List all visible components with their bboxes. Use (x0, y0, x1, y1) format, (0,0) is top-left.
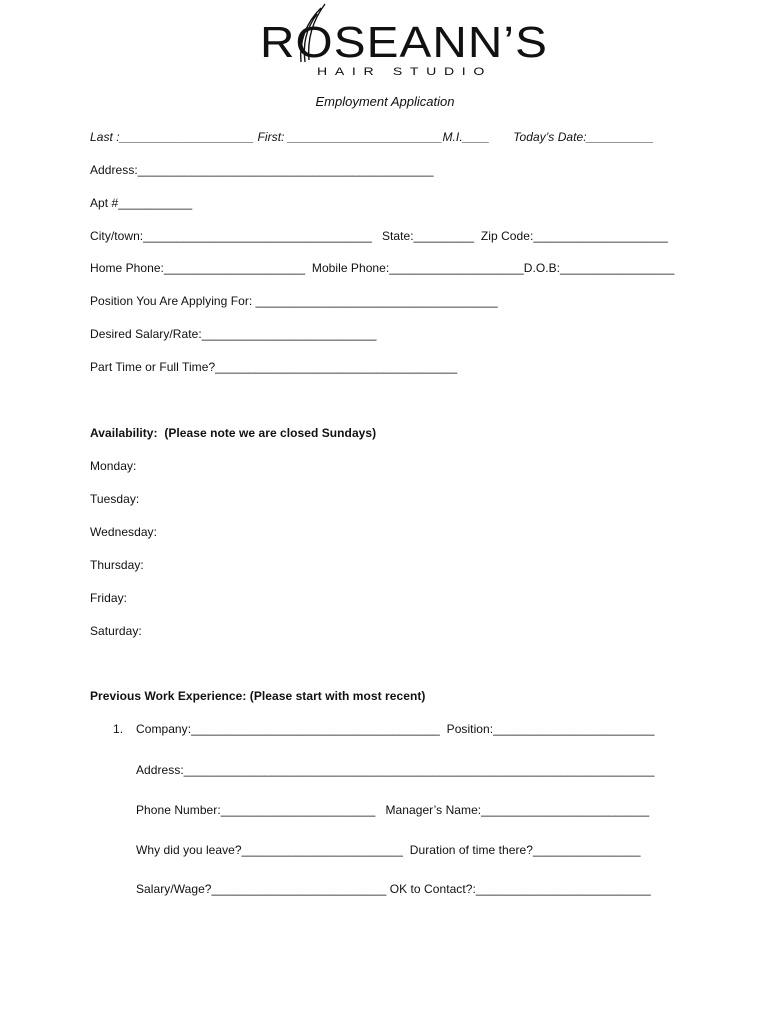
reason-duration-row[interactable]: Why did you leave?________________________ Duration of time there?________________ (136, 843, 641, 857)
part-full-time-field[interactable]: Part Time or Full Time?____________________________________ (90, 360, 458, 374)
desired-salary-field[interactable]: Desired Salary/Rate:__________________________ (90, 327, 377, 341)
city-state-zip-row[interactable]: City/town:__________________________________ State:_________ Zip Code:____________________ (90, 229, 668, 243)
form-title: Employment Application (315, 94, 455, 109)
svg-text:HAIR STUDIO: HAIR STUDIO (317, 66, 492, 78)
experience-item-number: 1. (113, 722, 124, 736)
experience-heading: Previous Work Experience: (Please start with most recent) (90, 689, 426, 703)
day-wednesday: Wednesday: (90, 525, 157, 539)
name-date-row[interactable]: Last :____________________ First: _______________________M.I.____ Today’s Date:__________ (90, 130, 654, 144)
phone-manager-row[interactable]: Phone Number:_______________________ Manager’s Name:_________________________ (136, 803, 650, 817)
company-position-row[interactable]: Company:_____________________________________ Position:________________________ (136, 722, 655, 736)
apt-field[interactable]: Apt #___________ (90, 196, 193, 210)
roseanns-logo (255, 0, 555, 82)
availability-heading: Availability: (Please note we are closed Sundays) (90, 426, 377, 440)
day-thursday: Thursday: (90, 558, 144, 572)
address-field[interactable]: Address:____________________________________________ (90, 163, 434, 177)
day-tuesday: Tuesday: (90, 492, 140, 506)
company-address-row[interactable]: Address:______________________________________________________________________ (136, 763, 655, 777)
svg-text:ROSEANN’S: ROSEANN’S (260, 18, 548, 67)
day-friday: Friday: (90, 591, 128, 605)
wage-contact-row[interactable]: Salary/Wage?__________________________ OK to Contact?:__________________________ (136, 882, 651, 896)
day-saturday: Saturday: (90, 624, 142, 638)
phone-dob-row[interactable]: Home Phone:_____________________ Mobile Phone:____________________D.O.B:_________________ (90, 261, 675, 275)
position-field[interactable]: Position You Are Applying For: ____________________________________ (90, 294, 498, 308)
day-monday: Monday: (90, 459, 137, 473)
logo-graphic (255, 0, 555, 82)
